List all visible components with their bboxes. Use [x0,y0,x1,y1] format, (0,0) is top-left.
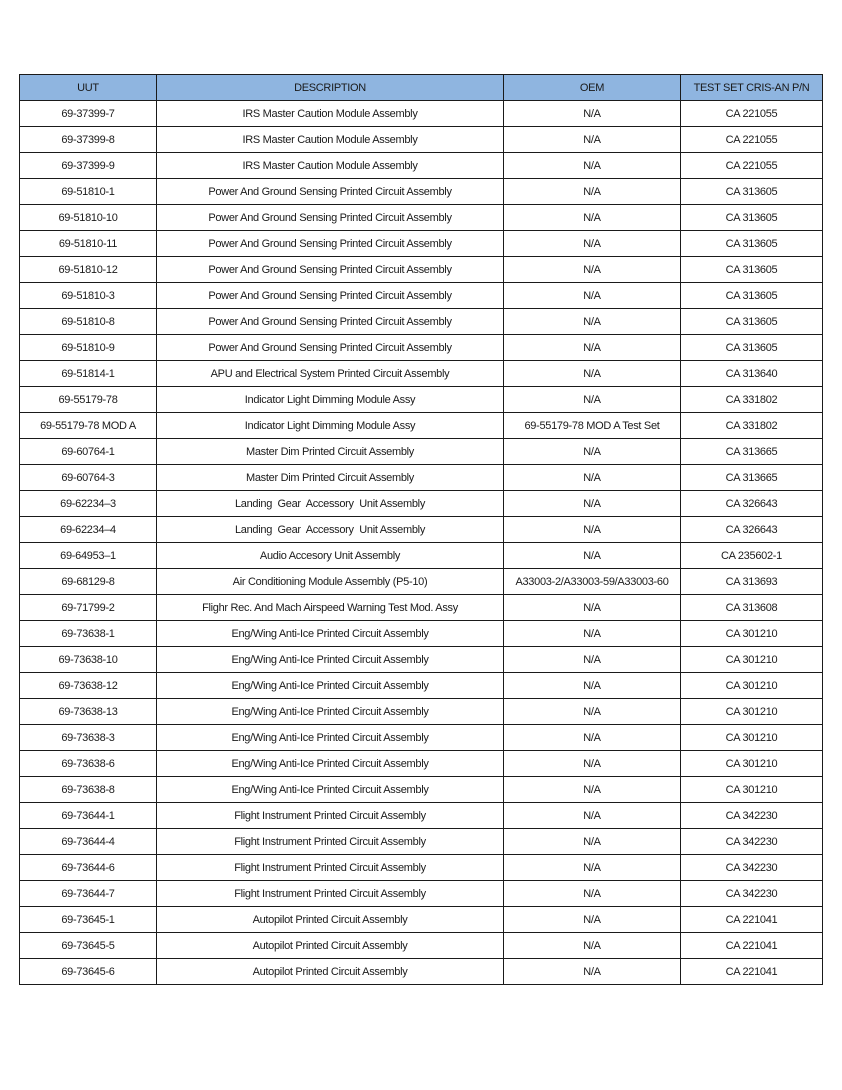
cell-test-set: CA 221055 [681,153,823,179]
cell-test-set: CA 342230 [681,881,823,907]
cell-oem: N/A [504,595,681,621]
cell-description: Flighr Rec. And Mach Airspeed Warning Test Mod. Assy [157,595,504,621]
cell-description: Autopilot Printed Circuit Assembly [157,907,504,933]
cell-oem: N/A [504,153,681,179]
cell-uut: 69-51810-11 [20,231,157,257]
cell-description: Flight Instrument Printed Circuit Assembly [157,829,504,855]
table-row [20,647,823,673]
cell-test-set: CA 313605 [681,231,823,257]
cell-uut: 69-64953–1 [20,543,157,569]
table-row [20,725,823,751]
cell-test-set: CA 313605 [681,205,823,231]
cell-oem: N/A [504,127,681,153]
table-row [20,569,823,595]
cell-uut: 69-73644-4 [20,829,157,855]
cell-uut: 69-51810-8 [20,309,157,335]
cell-test-set: CA 326643 [681,517,823,543]
cell-test-set: CA 221055 [681,127,823,153]
cell-uut: 69-37399-8 [20,127,157,153]
cell-test-set: CA 342230 [681,855,823,881]
cell-test-set: CA 313605 [681,257,823,283]
cell-test-set: CA 313605 [681,335,823,361]
cell-uut: 69-51810-3 [20,283,157,309]
cell-description: Power And Ground Sensing Printed Circuit Assembly [157,179,504,205]
cell-oem: N/A [504,881,681,907]
cell-test-set: CA 301210 [681,673,823,699]
table-row [20,361,823,387]
cell-uut: 69-62234–4 [20,517,157,543]
cell-description: Eng/Wing Anti-Ice Printed Circuit Assembly [157,621,504,647]
cell-uut: 69-73638-3 [20,725,157,751]
cell-uut: 69-73638-13 [20,699,157,725]
table-row [20,283,823,309]
table-row [20,829,823,855]
cell-uut: 69-73638-8 [20,777,157,803]
cell-description: Power And Ground Sensing Printed Circuit Assembly [157,309,504,335]
cell-test-set: CA 313665 [681,465,823,491]
cell-oem: N/A [504,829,681,855]
cell-test-set: CA 331802 [681,387,823,413]
cell-uut: 69-51810-1 [20,179,157,205]
cell-description: Power And Ground Sensing Printed Circuit Assembly [157,231,504,257]
cell-uut: 69-73638-6 [20,751,157,777]
cell-uut: 69-71799-2 [20,595,157,621]
cell-test-set: CA 221041 [681,959,823,985]
table-row [20,413,823,439]
cell-oem: N/A [504,621,681,647]
cell-uut: 69-73644-7 [20,881,157,907]
table-row [20,387,823,413]
cell-test-set: CA 301210 [681,725,823,751]
cell-oem: N/A [504,725,681,751]
cell-uut: 69-55179-78 MOD A [20,413,157,439]
parts-table [19,74,823,985]
cell-uut: 69-73638-10 [20,647,157,673]
cell-description: Master Dim Printed Circuit Assembly [157,465,504,491]
cell-description: Autopilot Printed Circuit Assembly [157,959,504,985]
cell-description: Eng/Wing Anti-Ice Printed Circuit Assembly [157,673,504,699]
table-row [20,153,823,179]
cell-oem: N/A [504,309,681,335]
cell-oem: N/A [504,751,681,777]
header-oem: OEM [504,75,681,101]
cell-test-set: CA 313605 [681,309,823,335]
cell-test-set: CA 235602-1 [681,543,823,569]
table-row [20,491,823,517]
table-row [20,231,823,257]
cell-uut: 69-68129-8 [20,569,157,595]
cell-description: Indicator Light Dimming Module Assy [157,387,504,413]
cell-test-set: CA 342230 [681,829,823,855]
cell-description: Eng/Wing Anti-Ice Printed Circuit Assembly [157,699,504,725]
cell-description: Power And Ground Sensing Printed Circuit Assembly [157,205,504,231]
table-row [20,465,823,491]
cell-description: IRS Master Caution Module Assembly [157,101,504,127]
cell-test-set: CA 313693 [681,569,823,595]
cell-test-set: CA 313640 [681,361,823,387]
cell-description: Eng/Wing Anti-Ice Printed Circuit Assembly [157,751,504,777]
cell-description: IRS Master Caution Module Assembly [157,127,504,153]
cell-description: Flight Instrument Printed Circuit Assembly [157,881,504,907]
cell-uut: 69-51810-12 [20,257,157,283]
cell-description: Flight Instrument Printed Circuit Assembly [157,803,504,829]
table-row [20,673,823,699]
table-row [20,257,823,283]
cell-uut: 69-73638-12 [20,673,157,699]
cell-oem: N/A [504,465,681,491]
cell-oem: N/A [504,257,681,283]
cell-oem: N/A [504,959,681,985]
cell-description: Audio Accesory Unit Assembly [157,543,504,569]
table-row [20,127,823,153]
cell-oem: N/A [504,933,681,959]
cell-uut: 69-37399-9 [20,153,157,179]
cell-uut: 69-73638-1 [20,621,157,647]
cell-uut: 69-51810-10 [20,205,157,231]
cell-uut: 69-73645-1 [20,907,157,933]
cell-description: Power And Ground Sensing Printed Circuit Assembly [157,283,504,309]
cell-oem: N/A [504,907,681,933]
table-row [20,751,823,777]
table-row [20,309,823,335]
cell-oem: N/A [504,803,681,829]
cell-oem: N/A [504,777,681,803]
cell-uut: 69-73644-1 [20,803,157,829]
cell-oem: N/A [504,491,681,517]
cell-description: IRS Master Caution Module Assembly [157,153,504,179]
table-row [20,621,823,647]
cell-oem: 69-55179-78 MOD A Test Set [504,413,681,439]
table-row [20,335,823,361]
table-row [20,855,823,881]
cell-test-set: CA 221055 [681,101,823,127]
table-row [20,777,823,803]
cell-oem: N/A [504,335,681,361]
cell-test-set: CA 301210 [681,647,823,673]
table-row [20,543,823,569]
cell-test-set: CA 342230 [681,803,823,829]
table-header-row [20,75,823,101]
cell-test-set: CA 313608 [681,595,823,621]
table-row [20,101,823,127]
cell-description: Eng/Wing Anti-Ice Printed Circuit Assembly [157,725,504,751]
cell-uut: 69-62234–3 [20,491,157,517]
cell-description: APU and Electrical System Printed Circuit Assembly [157,361,504,387]
table-row [20,699,823,725]
table-row [20,205,823,231]
cell-description: Power And Ground Sensing Printed Circuit Assembly [157,335,504,361]
cell-test-set: CA 301210 [681,751,823,777]
cell-description: Power And Ground Sensing Printed Circuit Assembly [157,257,504,283]
cell-oem: N/A [504,387,681,413]
table-row [20,439,823,465]
cell-oem: N/A [504,101,681,127]
table-body [20,101,823,985]
table-row [20,907,823,933]
cell-oem: N/A [504,673,681,699]
cell-oem: N/A [504,855,681,881]
table-row [20,179,823,205]
cell-test-set: CA 221041 [681,907,823,933]
table-row [20,517,823,543]
cell-uut: 69-73645-5 [20,933,157,959]
cell-uut: 69-37399-7 [20,101,157,127]
cell-oem: N/A [504,283,681,309]
cell-oem: N/A [504,517,681,543]
cell-test-set: CA 301210 [681,621,823,647]
header-description: DESCRIPTION [157,75,504,101]
cell-uut: 69-51814-1 [20,361,157,387]
header-uut: UUT [20,75,157,101]
table-row [20,959,823,985]
cell-oem: A33003-2/A33003-59/A33003-60 [504,569,681,595]
cell-uut: 69-51810-9 [20,335,157,361]
cell-test-set: CA 331802 [681,413,823,439]
cell-description: Autopilot Printed Circuit Assembly [157,933,504,959]
cell-oem: N/A [504,231,681,257]
cell-description: Master Dim Printed Circuit Assembly [157,439,504,465]
cell-oem: N/A [504,205,681,231]
table-row [20,803,823,829]
cell-description: Flight Instrument Printed Circuit Assembly [157,855,504,881]
cell-uut: 69-73645-6 [20,959,157,985]
header-test-set: TEST SET CRIS-AN P/N [681,75,823,101]
cell-test-set: CA 301210 [681,699,823,725]
cell-uut: 69-73644-6 [20,855,157,881]
table-row [20,881,823,907]
cell-description: Air Conditioning Module Assembly (P5-10) [157,569,504,595]
cell-oem: N/A [504,647,681,673]
cell-description: Landing Gear Accessory Unit Assembly [157,517,504,543]
cell-description: Eng/Wing Anti-Ice Printed Circuit Assembly [157,777,504,803]
cell-description: Landing Gear Accessory Unit Assembly [157,491,504,517]
table-row [20,933,823,959]
cell-oem: N/A [504,543,681,569]
cell-test-set: CA 313605 [681,179,823,205]
cell-oem: N/A [504,179,681,205]
cell-description: Indicator Light Dimming Module Assy [157,413,504,439]
cell-test-set: CA 301210 [681,777,823,803]
cell-test-set: CA 221041 [681,933,823,959]
cell-uut: 69-60764-1 [20,439,157,465]
cell-oem: N/A [504,439,681,465]
cell-uut: 69-60764-3 [20,465,157,491]
cell-uut: 69-55179-78 [20,387,157,413]
cell-oem: N/A [504,699,681,725]
table-row [20,595,823,621]
cell-description: Eng/Wing Anti-Ice Printed Circuit Assembly [157,647,504,673]
cell-test-set: CA 313665 [681,439,823,465]
cell-test-set: CA 313605 [681,283,823,309]
cell-oem: N/A [504,361,681,387]
cell-test-set: CA 326643 [681,491,823,517]
